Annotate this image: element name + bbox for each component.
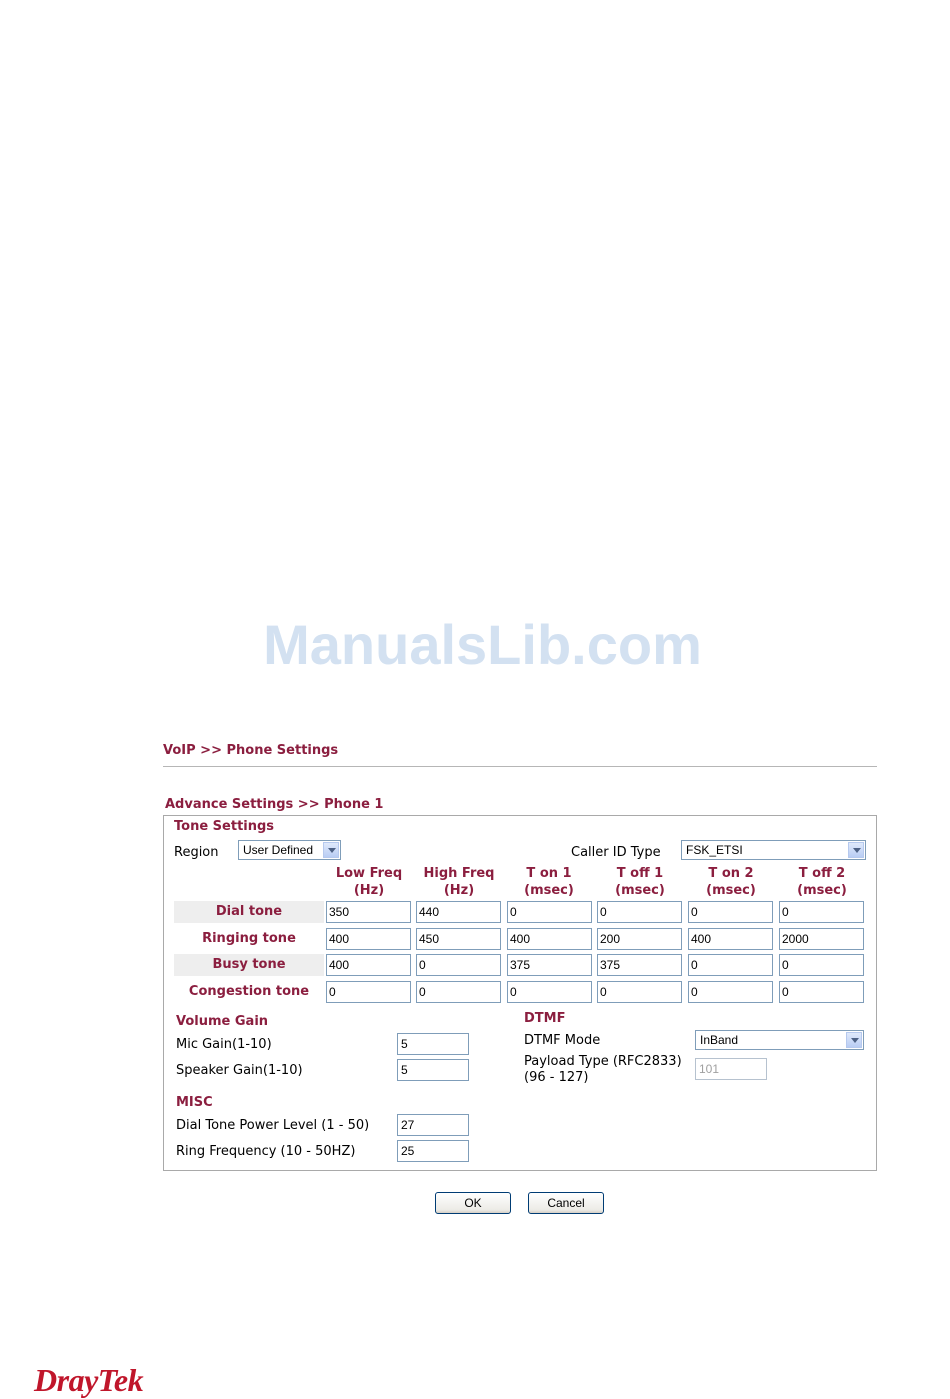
speaker-gain-input[interactable]: 5 (397, 1059, 469, 1081)
ringing-tone-t-off-1[interactable]: 200 (597, 928, 682, 950)
busy-tone-high-freq[interactable]: 0 (416, 954, 501, 976)
dial-tone-t-off-1[interactable]: 0 (597, 901, 682, 923)
speaker-gain-label: Speaker Gain(1-10) (176, 1063, 303, 1078)
ringing-tone-low-freq[interactable]: 400 (326, 928, 411, 950)
cancel-button[interactable]: Cancel (528, 1192, 604, 1214)
ringing-tone-t-on-2[interactable]: 400 (688, 928, 773, 950)
ringing-tone-high-freq[interactable]: 450 (416, 928, 501, 950)
congestion-tone-high-freq[interactable]: 0 (416, 981, 501, 1003)
dial-tone-power-label: Dial Tone Power Level (1 - 50) (176, 1118, 370, 1133)
watermark: ManualsLib.com (263, 613, 702, 676)
chevron-down-icon[interactable] (323, 842, 339, 858)
dtmf-mode-select[interactable] (695, 1030, 864, 1050)
col-header-high-freq: High Freq (Hz) (423, 866, 495, 898)
misc-title: MISC (176, 1095, 213, 1110)
congestion-tone-t-on-1[interactable]: 0 (507, 981, 592, 1003)
dial-tone-low-freq[interactable]: 350 (326, 901, 411, 923)
busy-tone-label: Busy tone (212, 957, 286, 972)
congestion-tone-label: Congestion tone (188, 984, 310, 999)
dtmf-title: DTMF (524, 1011, 566, 1026)
section-title: Advance Settings >> Phone 1 (165, 797, 384, 812)
col-header-low-freq: Low Freq (Hz) (335, 866, 403, 898)
ok-button[interactable]: OK (435, 1192, 511, 1214)
dtmf-mode-label: DTMF Mode (524, 1033, 601, 1048)
dial-tone-high-freq[interactable]: 440 (416, 901, 501, 923)
mic-gain-label: Mic Gain(1-10) (176, 1037, 272, 1052)
ring-frequency-input[interactable]: 25 (397, 1140, 469, 1162)
dial-tone-label: Dial tone (215, 904, 283, 919)
ringing-tone-t-on-1[interactable]: 400 (507, 928, 592, 950)
caller-id-value: FSK_ETSI (686, 843, 743, 857)
col-header-t-on-2: T on 2 (msec) (706, 866, 756, 898)
region-select[interactable] (238, 840, 341, 860)
volume-gain-title: Volume Gain (176, 1014, 269, 1029)
dial-tone-t-off-2[interactable]: 0 (779, 901, 864, 923)
ringing-tone-t-off-2[interactable]: 2000 (779, 928, 864, 950)
congestion-tone-t-off-2[interactable]: 0 (779, 981, 864, 1003)
busy-tone-t-on-2[interactable]: 0 (688, 954, 773, 976)
tone-settings-title: Tone Settings (174, 819, 275, 834)
chevron-down-icon[interactable] (848, 842, 864, 858)
chevron-down-icon[interactable] (846, 1032, 862, 1048)
dtmf-mode-value: InBand (700, 1033, 739, 1047)
region-value: User Defined (243, 843, 314, 857)
col-header-t-off-2: T off 2 (msec) (797, 866, 847, 898)
busy-tone-t-off-1[interactable]: 375 (597, 954, 682, 976)
ring-frequency-label: Ring Frequency (10 - 50HZ) (176, 1144, 356, 1159)
divider (163, 766, 877, 767)
col-header-t-on-1: T on 1 (msec) (524, 866, 574, 898)
region-label: Region (174, 845, 219, 860)
breadcrumb: VoIP >> Phone Settings (163, 743, 339, 758)
congestion-tone-t-on-2[interactable]: 0 (688, 981, 773, 1003)
dial-tone-t-on-1[interactable]: 0 (507, 901, 592, 923)
payload-type-label: Payload Type (RFC2833) (96 - 127) (524, 1054, 682, 1085)
busy-tone-t-on-1[interactable]: 375 (507, 954, 592, 976)
mic-gain-input[interactable]: 5 (397, 1033, 469, 1055)
dial-tone-power-input[interactable]: 27 (397, 1114, 469, 1136)
caller-id-label: Caller ID Type (571, 845, 661, 860)
col-header-t-off-1: T off 1 (msec) (615, 866, 665, 898)
busy-tone-low-freq[interactable]: 400 (326, 954, 411, 976)
payload-type-input[interactable]: 101 (695, 1058, 767, 1080)
busy-tone-t-off-2[interactable]: 0 (779, 954, 864, 976)
congestion-tone-low-freq[interactable]: 0 (326, 981, 411, 1003)
congestion-tone-t-off-1[interactable]: 0 (597, 981, 682, 1003)
caller-id-select[interactable] (681, 840, 866, 860)
draytek-logo: DrayTek (34, 1362, 144, 1398)
ringing-tone-label: Ringing tone (202, 931, 296, 946)
dial-tone-t-on-2[interactable]: 0 (688, 901, 773, 923)
